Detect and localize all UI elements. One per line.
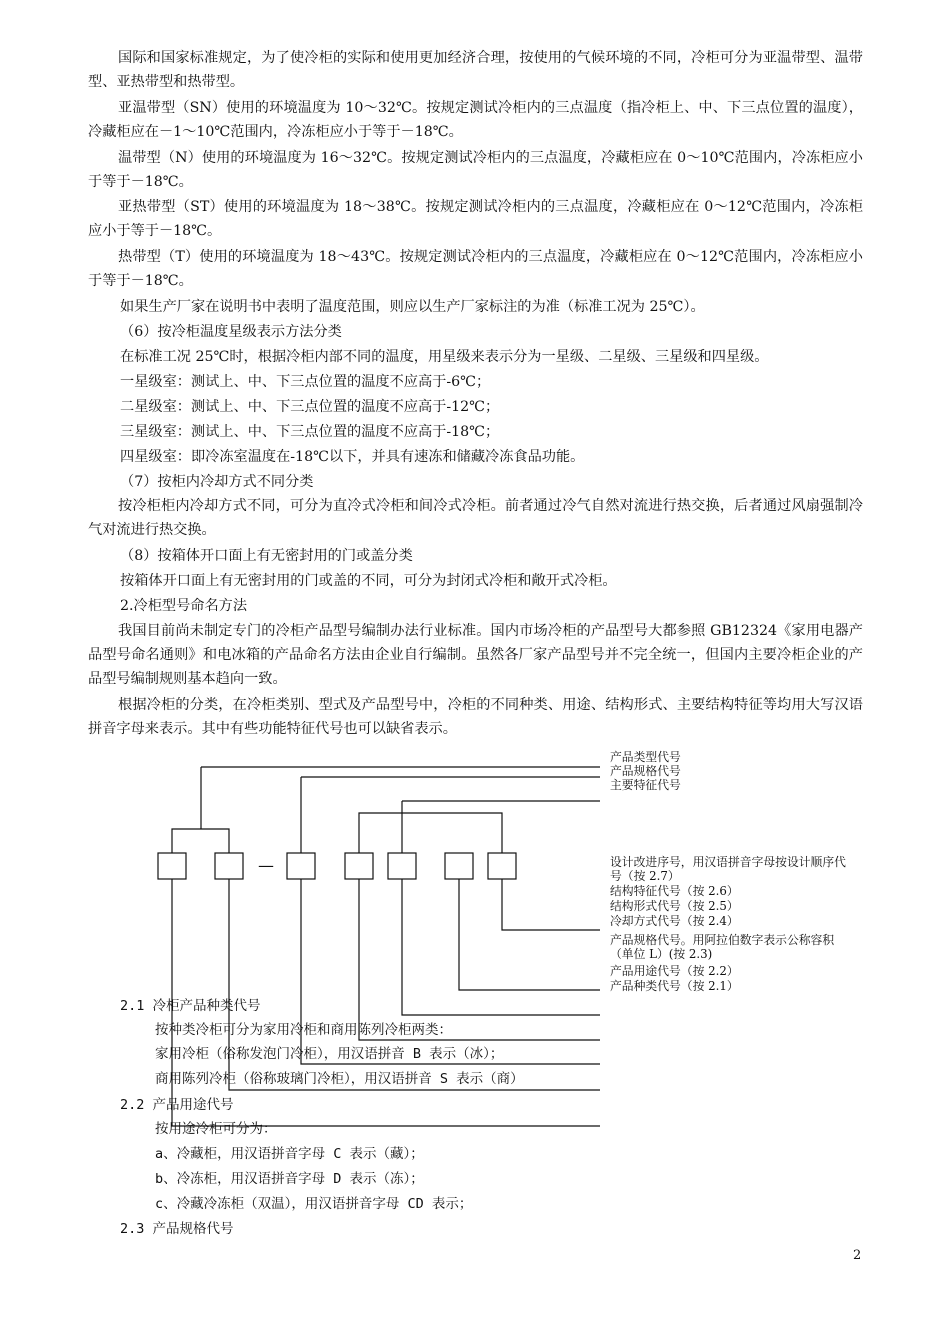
star-level-1: 一星级室：测试上、中、下三点位置的温度不应高于-6℃； <box>120 374 491 390</box>
label-main-feature: 主要特征代号 <box>610 778 681 792</box>
code-box-1 <box>158 853 186 879</box>
heading-2-2: 2.2 产品用途代号 <box>120 1097 234 1113</box>
heading-model-naming: 2.冷柜型号命名方法 <box>120 598 248 614</box>
label-product-kind: 产品种类代号（按 2.1） <box>610 979 739 993</box>
heading-2-1: 2.1 冷柜产品种类代号 <box>120 998 261 1014</box>
heading-star-rating: （6）按冷柜温度星级表示方法分类 <box>120 324 342 340</box>
heading-2-3: 2.3 产品规格代号 <box>120 1221 234 1237</box>
section-2-1-commercial: 商用陈列冷柜（俗称玻璃门冷柜），用汉语拼音 S 表示（商） <box>155 1071 524 1087</box>
paragraph-n-type: 温带型（N）使用的环境温度为 16～32℃。按规定测试冷柜内的三点温度，冷藏柜应在 0～10℃范围内，冷冻柜应小于等于－18℃。 <box>88 150 863 190</box>
code-box-3 <box>287 853 315 879</box>
leader-product-use <box>459 879 600 990</box>
paragraph-model-letters: 根据冷柜的分类，在冷柜类别、型式及产品型号中，冷柜的不同种类、用途、结构形式、主要结构特征等均用大写汉语拼音字母来表示。其中有些功能特征代号也可以缺省表示。 <box>88 697 863 737</box>
label-design-sequence: 设计改进序号，用汉语拼音字母按设计顺序代号（按 2.7） <box>610 855 846 883</box>
diagram-dash: — <box>258 856 274 875</box>
star-level-4: 四星级室：即冷冻室温度在-18℃以下，并具有速冻和储藏冷冻食品功能。 <box>120 449 585 465</box>
paragraph-t-type: 热带型（T）使用的环境温度为 18～43℃。按规定测试冷柜内的三点温度，冷藏柜应在 0～12℃范围内，冷冻柜应小于等于－18℃。 <box>88 249 863 289</box>
leader-cooling-method <box>502 879 600 930</box>
star-level-3: 三星级室：测试上、中、下三点位置的温度不应高于-18℃； <box>120 424 500 440</box>
section-2-2-c: c、冷藏冷冻柜（双温），用汉语拼音字母 CD 表示； <box>155 1196 473 1212</box>
code-box-6 <box>445 853 473 879</box>
label-spec-volume: 产品规格代号。用阿拉伯数字表示公称容积（单位 L）(按 2.3) <box>610 933 835 961</box>
heading-cooling-method: （7）按柜内冷却方式不同分类 <box>120 474 314 490</box>
bracket-type <box>172 829 229 853</box>
heading-door-seal: （8）按箱体开口面上有无密封用的门或盖分类 <box>120 548 413 564</box>
paragraph-star-rating: 在标准工况 25℃时，根据冷柜内部不同的温度，用星级来表示分为一星级、二星级、三星级和四星级。 <box>120 349 769 365</box>
section-2-1-intro: 按种类冷柜可分为家用冷柜和商用陈列冷柜两类： <box>155 1022 452 1038</box>
section-2-2-a: a、冷藏柜，用汉语拼音字母 C 表示（藏）； <box>155 1146 424 1162</box>
paragraph-sn-type: 亚温带型（SN）使用的环境温度为 10～32℃。按规定测试冷柜内的三点温度（指冷柜上、中、下三点位置的温度），冷藏柜应在－1～10℃范围内，冷冻柜应小于等于－18℃。 <box>88 100 863 140</box>
paragraph-climate-intro: 国际和国家标准规定，为了使冷柜的实际和使用更加经济合理，按使用的气候环境的不同，冷柜可分为亚温带型、温带型、亚热带型和热带型。 <box>88 50 863 90</box>
label-product-spec: 产品规格代号 <box>610 764 681 778</box>
paragraph-door-seal: 按箱体开口面上有无密封用的门或盖的不同，可分为封闭式冷柜和敞开式冷柜。 <box>120 573 617 589</box>
paragraph-st-type: 亚热带型（ST）使用的环境温度为 18～38℃。按规定测试冷柜内的三点温度，冷藏柜应在 0～12℃范围内，冷冻柜应小于等于－18℃。 <box>88 199 863 239</box>
code-box-7 <box>488 853 516 879</box>
label-structure-feature: 结构特征代号（按 2.6） <box>610 884 739 898</box>
paragraph-cooling-method: 按冷柜柜内冷却方式不同，可分为直冷式冷柜和间冷式冷柜。前者通过冷气自然对流进行热交换，后者通过风扇强制冷气对流进行热交换。 <box>88 498 863 538</box>
star-level-2: 二星级室：测试上、中、下三点位置的温度不应高于-12℃； <box>120 399 500 415</box>
leader-kind <box>402 879 600 1015</box>
label-product-use: 产品用途代号（按 2.2） <box>610 964 739 978</box>
section-2-2-intro: 按用途冷柜可分为： <box>155 1121 277 1137</box>
leader-design-improve <box>359 879 600 1040</box>
label-structure-form: 结构形式代号（按 2.5） <box>610 899 739 913</box>
page-number: 2 <box>853 1248 862 1263</box>
section-2-2-b: b、冷冻柜，用汉语拼音字母 D 表示（冻）； <box>155 1171 424 1187</box>
paragraph-manufacturer-range: 如果生产厂家在说明书中表明了温度范围，则应以生产厂家标注的为准（标准工况为 25℃）。 <box>120 299 705 315</box>
code-box-2 <box>215 853 243 879</box>
label-product-type: 产品类型代号 <box>610 750 681 764</box>
bracket-feature <box>359 813 502 853</box>
code-box-4 <box>345 853 373 879</box>
code-box-5 <box>388 853 416 879</box>
paragraph-model-standard: 我国目前尚未制定专门的冷柜产品型号编制办法行业标准。国内市场冷柜的产品型号大都参照 GB12324《家用电器产品型号命名通则》和电冰箱的产品命名方法由企业自行编制。虽然各厂家产品型号并不完全统一，但国内主要冷柜企业的产品型号编制规则基本趋向一致。 <box>88 623 863 687</box>
label-cooling-method: 冷却方式代号（按 2.4） <box>610 914 739 928</box>
section-2-1-household: 家用冷柜（俗称发泡门冷柜），用汉语拼音 B 表示（冰）； <box>155 1046 504 1062</box>
